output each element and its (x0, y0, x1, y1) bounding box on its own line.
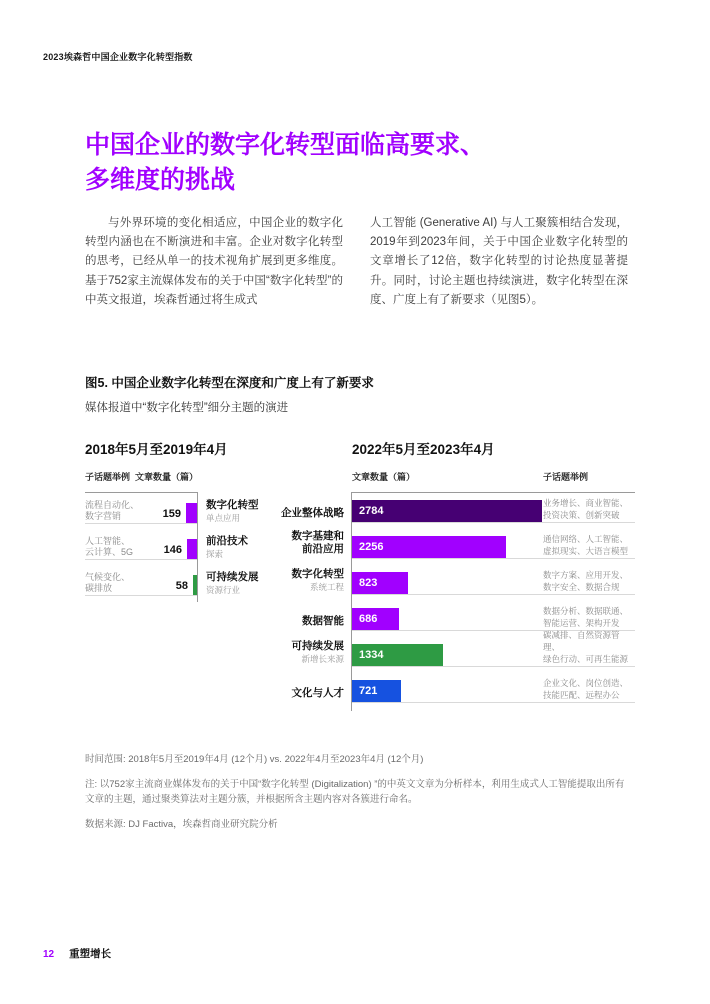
category-label (270, 523, 344, 559)
chart-2022-period-header: 2022年5月至2023年4月 (352, 442, 495, 457)
category-name: 文化与人才 (291, 687, 344, 699)
bar (193, 575, 197, 595)
body-text (85, 214, 628, 310)
category-label (206, 524, 259, 560)
spacer (415, 470, 543, 483)
subtopic-label: 数据分析、数据联通、 智能运营、架构开发 (543, 606, 629, 628)
category-name: 可持续发展 (291, 640, 344, 652)
category-label (206, 560, 259, 596)
category-subtitle: 系统工程 (309, 582, 344, 592)
footnote-methodology: 注: 以752家主流商业媒体发布的关于中国“数字化转型 (Digitalization) ”的中英文文章为分析样本，利用生成式人工智能提取出所有文章的主题，通过聚类算法对主题分簇，并根据所含主题内容对各簇进行命名。 (85, 779, 625, 805)
category-label (270, 631, 344, 667)
category-label (270, 595, 344, 631)
bar: 2256 (352, 536, 506, 558)
page-title-line2: 多维度的挑战 (85, 166, 236, 194)
chart-2022-category-column (270, 492, 351, 711)
chart-row (352, 631, 635, 667)
value-label: 159 (162, 508, 181, 520)
footer-section-label: 重塑增长 (69, 948, 112, 960)
chart-2018-category-column (206, 492, 259, 602)
footnote-time-range: 时间范围: 2018年5月至2019年4月 (12个月) vs. 2022年4月至2023年4月 (12个月) (85, 754, 424, 765)
figure-title: 图5. 中国企业数字化转型在深度和广度上有了新要求 (85, 376, 374, 390)
category-name: 前沿应用 (302, 543, 344, 555)
category-name: 数字化转型 (291, 568, 344, 580)
subtopic-label: 业务增长、商业智能、 投资决策、创新突破 (543, 498, 629, 520)
bar: 721 (352, 680, 401, 702)
category-label (270, 559, 344, 595)
chart-row (352, 493, 635, 523)
category-name: 企业整体战略 (281, 507, 344, 519)
value-column-label: 文章数量（篇） (352, 472, 416, 482)
chart-2022-bar-area (351, 492, 635, 711)
category-label (206, 493, 259, 524)
chart-row (352, 523, 635, 559)
value-label: 146 (163, 544, 182, 556)
page-title (85, 128, 625, 198)
figure-footnotes (85, 752, 633, 842)
category-subtitle: 单点应用 (206, 513, 241, 523)
chart-row (352, 595, 635, 631)
chart-2018-column-headers (85, 470, 198, 483)
chart-row (352, 667, 635, 703)
category-name: 数字基建和 (291, 530, 344, 542)
chart-2022-column-headers (270, 470, 635, 483)
chart-row (85, 524, 197, 560)
subtopic-label: 流程自动化、 数字营销 (85, 500, 140, 521)
chart-2022-2023 (270, 438, 635, 711)
bar (187, 539, 197, 559)
category-subtitle: 资源行业 (206, 585, 241, 595)
category-name: 可持续发展 (206, 571, 259, 583)
page-footer (43, 946, 111, 961)
chart-row (85, 493, 197, 524)
value-label: 58 (175, 580, 188, 592)
body-column-2: 人工智能 (Generative AI) 与人工聚簇相结合发现，2019年到2023年间，关于中国企业数字化转型的文章增长了12倍，数字化转型的讨论热度显著提升。同时，讨论主题也持续演进，数字化转型在深度、广度上有了新要求（见图5）。 (370, 217, 628, 306)
bar: 2784 (352, 500, 542, 522)
chart-2022-table (270, 492, 635, 711)
category-name: 前沿技术 (206, 535, 248, 547)
figure-subtitle: 媒体报道中“数字化转型”细分主题的演进 (85, 402, 289, 414)
subtopic-column-label: 子话题举例 (85, 472, 131, 482)
body-column-1: 与外界环境的变化相适应，中国企业的数字化转型内涵也在不断演进和丰富。企业对数字化转型的思考，已经从单一的技术视角扩展到更多维度。基于752家主流媒体发布的关于中国“数字化转型”的中英文报道，埃森哲通过将生成式 (85, 217, 343, 306)
subtopic-label: 企业文化、岗位创造、 技能匹配、远程办公 (543, 678, 629, 700)
subtopic-label: 通信网络、人工智能、 虚拟现实、大语言模型 (543, 534, 629, 556)
subtopic-label: 数字方案、应用开发、 数字安全、数据合规 (543, 570, 629, 592)
bar: 823 (352, 572, 408, 594)
page-title-line1: 中国企业的数字化转型面临高要求、 (85, 131, 486, 159)
category-subtitle: 新增长来源 (301, 654, 344, 664)
subtopic-column-label: 子话题举例 (543, 472, 589, 482)
bar (186, 503, 197, 523)
bar: 686 (352, 608, 399, 630)
chart-2018-period-header: 2018年5月至2019年4月 (85, 442, 228, 457)
report-header-label: 2023埃森哲中国企业数字化转型指数 (43, 52, 193, 62)
footnote-source: 数据来源: DJ Factiva，埃森哲商业研究院分析 (85, 819, 278, 830)
bar: 1334 (352, 644, 443, 666)
subtopic-label: 碳减排、自然资源管理、 绿色行动、可再生能源 (543, 630, 629, 664)
page-number: 12 (43, 949, 55, 960)
value-column-label: 文章数量（篇） (134, 472, 198, 482)
chart-row (352, 559, 635, 595)
category-name: 数据智能 (302, 615, 344, 627)
chart-2018-bar-area (85, 492, 198, 602)
category-subtitle: 探索 (206, 549, 224, 559)
category-name: 数字化转型 (206, 499, 259, 511)
subtopic-label: 人工智能、 云计算、5G (85, 536, 134, 557)
subtopic-label: 气候变化、 碳排放 (85, 572, 131, 593)
category-label (270, 667, 344, 703)
category-label (270, 493, 344, 523)
chart-row (85, 560, 197, 596)
